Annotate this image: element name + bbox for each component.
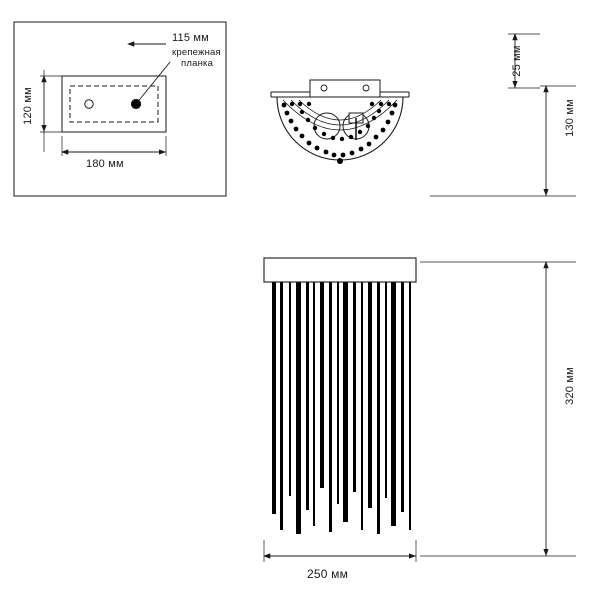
label-120mm: 120 мм xyxy=(22,87,34,125)
front-view-group xyxy=(264,258,576,562)
socket-left xyxy=(314,113,340,139)
mount-plate-side xyxy=(310,80,380,97)
label-callout-line2: планка xyxy=(181,58,214,69)
label-115mm: 115 мм xyxy=(172,32,209,44)
bead-columns xyxy=(282,102,398,164)
label-180mm: 180 мм xyxy=(86,158,124,170)
label-25mm: 25 мм xyxy=(511,45,523,77)
label-callout-line1: крепежная xyxy=(172,47,221,58)
mount-hole-left xyxy=(85,100,93,108)
label-250mm: 250 мм xyxy=(307,567,349,581)
glass-rods xyxy=(272,282,411,534)
canopy xyxy=(264,258,416,282)
side-view-group xyxy=(271,34,576,196)
label-130mm: 130 мм xyxy=(564,99,576,137)
callout-leader xyxy=(136,62,170,104)
label-320mm: 320 мм xyxy=(564,367,576,405)
